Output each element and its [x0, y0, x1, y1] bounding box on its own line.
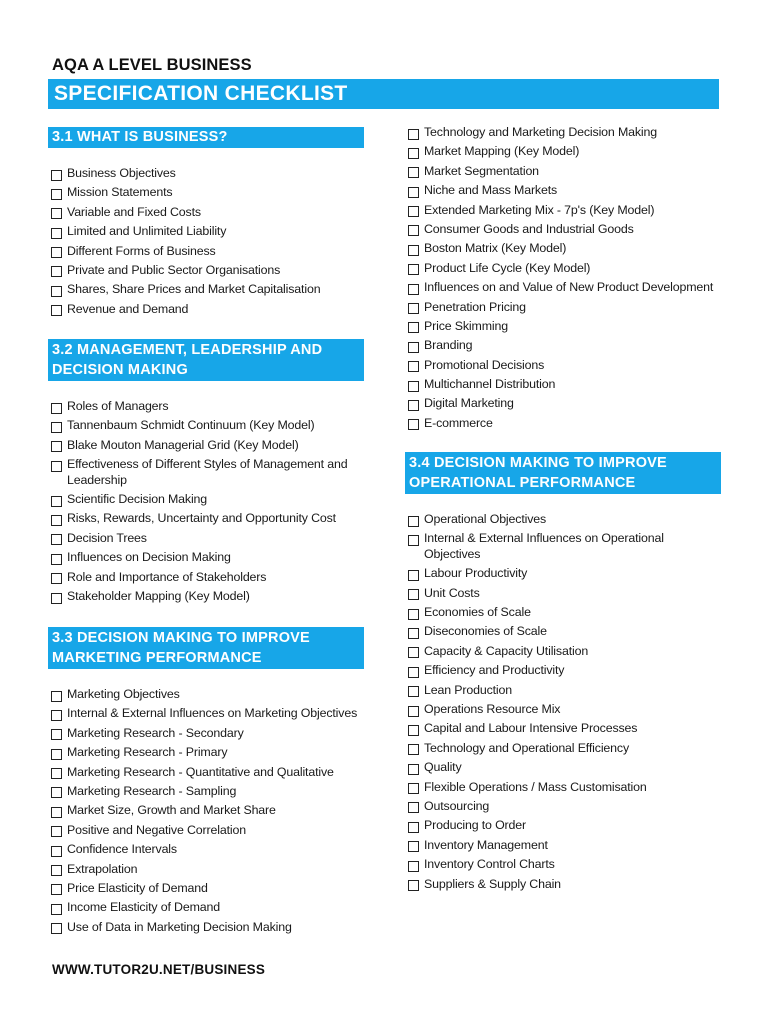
section-3-3 [48, 627, 364, 939]
checklist-item-label: Price Elasticity of Demand [67, 880, 208, 895]
checklist-item[interactable] [48, 550, 364, 566]
checklist-item[interactable] [405, 741, 721, 757]
checklist [405, 125, 721, 431]
checklist-item-label: Technology and Marketing Decision Making [424, 125, 657, 139]
checklist-item[interactable] [405, 512, 721, 528]
checklist-item[interactable] [405, 144, 721, 160]
checklist-item-label: Stakeholder Mapping (Key Model) [67, 589, 250, 604]
checklist-item[interactable] [405, 780, 721, 796]
checklist-item-label: Market Size, Growth and Market Share [67, 803, 276, 818]
checkbox-icon[interactable] [408, 880, 419, 891]
checklist-item[interactable] [48, 185, 364, 201]
checklist-item[interactable] [48, 399, 364, 415]
checkbox-icon[interactable] [51, 422, 62, 433]
checklist-item[interactable] [405, 416, 721, 432]
checklist-item-label: Marketing Objectives [67, 687, 180, 701]
checklist-item[interactable] [405, 818, 721, 834]
checklist-item-label: Limited and Unlimited Liability [67, 224, 227, 239]
checklist-item[interactable] [405, 164, 721, 180]
checklist-item-label: Marketing Research - Quantitative and Qualitative [67, 764, 334, 779]
checklist-item[interactable] [405, 644, 721, 660]
checklist-item[interactable] [48, 842, 364, 858]
checklist-item[interactable] [405, 663, 721, 679]
section-heading-text: 3.4 DECISION MAKING TO IMPROVE OPERATIONAL PERFORMANCE [409, 454, 667, 491]
checklist-item[interactable] [48, 282, 364, 298]
checklist-item[interactable] [48, 765, 364, 781]
checkbox-icon[interactable] [408, 245, 419, 256]
checklist-item-label: Influences on Decision Making [67, 550, 231, 565]
checklist-item-label: Internal & External Influences on Operational Objectives [424, 531, 664, 561]
checklist-item-label: Operations Resource Mix [424, 702, 561, 717]
checkbox-icon[interactable] [408, 861, 419, 872]
checklist-item[interactable] [405, 280, 721, 296]
checkbox-icon[interactable] [51, 170, 62, 181]
checkbox-icon[interactable] [51, 189, 62, 200]
checkbox-icon[interactable] [51, 554, 62, 565]
checklist-item[interactable] [48, 900, 364, 916]
checklist-item[interactable] [405, 799, 721, 815]
checkbox-icon[interactable] [408, 667, 419, 678]
checklist-item[interactable] [48, 224, 364, 240]
checklist-item-label: Multichannel Distribution [424, 377, 556, 392]
checklist-item-label: Flexible Operations / Mass Customisation [424, 779, 647, 794]
checkbox-icon[interactable] [408, 822, 419, 833]
section-heading-text: 3.2 MANAGEMENT, LEADERSHIP AND DECISION MAKING [52, 341, 323, 378]
checkbox-icon[interactable] [408, 129, 419, 140]
checkbox-icon[interactable] [408, 264, 419, 275]
checkbox-icon[interactable] [408, 381, 419, 392]
checklist-item[interactable] [405, 241, 721, 257]
section-heading [405, 452, 721, 494]
checklist-item-label: Labour Productivity [424, 566, 528, 581]
checklist-item[interactable] [405, 203, 721, 219]
checklist-item-label: Tannenbaum Schmidt Continuum (Key Model) [67, 418, 315, 433]
checklist-item[interactable] [405, 683, 721, 699]
checklist-item[interactable] [48, 706, 364, 722]
checklist-item[interactable] [48, 438, 364, 454]
checkbox-icon[interactable] [408, 148, 419, 159]
checklist-item[interactable] [48, 570, 364, 586]
checklist-item-label: Unit Costs [424, 585, 480, 600]
checkbox-icon[interactable] [408, 322, 419, 333]
checklist-item[interactable] [405, 125, 721, 141]
checkbox-icon[interactable] [408, 706, 419, 717]
checklist-item-label: Inventory Control Charts [424, 857, 555, 872]
checklist-item-label: Positive and Negative Correlation [67, 822, 246, 837]
checkbox-icon[interactable] [408, 187, 419, 198]
checklist-item-label: Confidence Intervals [67, 842, 177, 857]
checklist-item-label: Lean Production [424, 682, 512, 697]
section-3-1 [48, 127, 364, 321]
checkbox-icon[interactable] [51, 749, 62, 760]
checklist-item[interactable] [48, 263, 364, 279]
checklist-item-label: Different Forms of Business [67, 243, 216, 258]
checklist-item[interactable] [405, 760, 721, 776]
checkbox-icon[interactable] [51, 441, 62, 452]
checklist-item-label: Branding [424, 338, 473, 353]
checklist-item[interactable] [405, 183, 721, 199]
checkbox-icon[interactable] [51, 846, 62, 857]
checkbox-icon[interactable] [51, 691, 62, 702]
page-title: SPECIFICATION CHECKLIST [48, 79, 719, 109]
checklist-item[interactable] [48, 457, 364, 488]
checklist-item[interactable] [48, 244, 364, 260]
checkbox-icon[interactable] [51, 573, 62, 584]
checklist-item[interactable] [405, 586, 721, 602]
checklist-item-label: Mission Statements [67, 185, 173, 200]
checklist-item[interactable] [405, 624, 721, 640]
checkbox-icon[interactable] [408, 609, 419, 620]
checklist-item[interactable] [48, 803, 364, 819]
checklist [48, 687, 364, 935]
checkbox-icon[interactable] [51, 305, 62, 316]
checklist-item-label: Private and Public Sector Organisations [67, 262, 281, 277]
checklist-item[interactable] [405, 877, 721, 893]
checkbox-icon[interactable] [408, 342, 419, 353]
checklist-item-label: Revenue and Demand [67, 301, 189, 316]
checkbox-icon[interactable] [51, 884, 62, 895]
checkbox-icon[interactable] [408, 225, 419, 236]
checkbox-icon[interactable] [51, 904, 62, 915]
checklist-item-label: Market Mapping (Key Model) [424, 144, 580, 159]
checklist-item-label: Promotional Decisions [424, 357, 545, 372]
checkbox-icon[interactable] [51, 515, 62, 526]
checklist-item-label: Product Life Cycle (Key Model) [424, 260, 591, 275]
checklist-item-label: Boston Matrix (Key Model) [424, 241, 567, 256]
checklist-item[interactable] [405, 531, 721, 562]
checklist-item-label: Capacity & Capacity Utilisation [424, 643, 589, 658]
checklist-item[interactable] [48, 418, 364, 434]
checklist-item[interactable] [48, 511, 364, 527]
checklist-item-label: Risks, Rewards, Uncertainty and Opportunity Cost [67, 511, 336, 526]
checklist-item-label: Marketing Research - Primary [67, 745, 228, 760]
checklist-item[interactable] [48, 531, 364, 547]
checkbox-icon[interactable] [51, 768, 62, 779]
checklist-item[interactable] [405, 605, 721, 621]
checklist-item[interactable] [405, 396, 721, 412]
checklist-item-label: Economies of Scale [424, 605, 531, 620]
checkbox-icon[interactable] [408, 802, 419, 813]
checklist-item[interactable] [405, 358, 721, 374]
checkbox-icon[interactable] [51, 403, 62, 414]
checklist-item[interactable] [405, 566, 721, 582]
checklist-item-label: Decision Trees [67, 530, 147, 545]
checklist-item[interactable] [48, 302, 364, 318]
checklist-item[interactable] [405, 857, 721, 873]
checkbox-icon[interactable] [408, 841, 419, 852]
checkbox-icon[interactable] [408, 167, 419, 178]
checkbox-icon[interactable] [408, 303, 419, 314]
checkbox-icon[interactable] [51, 228, 62, 239]
checklist-item-label: Extrapolation [67, 861, 138, 876]
checkbox-icon[interactable] [51, 496, 62, 507]
checklist-item-label: Marketing Research - Secondary [67, 725, 244, 740]
checkbox-icon[interactable] [51, 534, 62, 545]
checklist-item-label: Quality [424, 760, 462, 775]
checklist-item-label: Scientific Decision Making [67, 492, 208, 507]
checklist-item[interactable] [48, 166, 364, 182]
checklist-item-label: Internal & External Influences on Marketing Objectives [67, 706, 358, 721]
checklist-item-label: Capital and Labour Intensive Processes [424, 721, 638, 736]
checkbox-icon[interactable] [408, 725, 419, 736]
checklist-item[interactable] [48, 862, 364, 878]
section-3-3-continued [405, 125, 721, 435]
checklist-item-label: Marketing Research - Sampling [67, 783, 237, 798]
checkbox-icon[interactable] [408, 647, 419, 658]
checklist [48, 399, 364, 605]
checklist-item-label: Use of Data in Marketing Decision Making [67, 919, 292, 934]
checklist-item-label: Inventory Management [424, 837, 548, 852]
checkbox-icon[interactable] [408, 628, 419, 639]
checklist-item-label: Technology and Operational Efficiency [424, 740, 629, 755]
checkbox-icon[interactable] [408, 284, 419, 295]
checklist-item[interactable] [48, 492, 364, 508]
checkbox-icon[interactable] [408, 535, 419, 546]
checkbox-icon[interactable] [408, 764, 419, 775]
checklist-item-label: Niche and Mass Markets [424, 183, 558, 198]
section-heading [48, 339, 364, 381]
checkbox-icon[interactable] [408, 589, 419, 600]
section-heading [48, 627, 364, 669]
checkbox-icon[interactable] [408, 783, 419, 794]
checklist-item-label: Influences on and Value of New Product Development [424, 280, 714, 295]
checkbox-icon[interactable] [51, 865, 62, 876]
checkbox-icon[interactable] [408, 686, 419, 697]
checklist-item[interactable] [405, 721, 721, 737]
section-heading-text: 3.3 DECISION MAKING TO IMPROVE MARKETING PERFORMANCE [52, 629, 310, 666]
checklist-item[interactable] [48, 687, 364, 703]
checklist-item-label: Suppliers & Supply Chain [424, 876, 561, 891]
checklist-item-label: Market Segmentation [424, 163, 539, 178]
checklist-item[interactable] [405, 838, 721, 854]
checklist-item-label: Role and Importance of Stakeholders [67, 569, 267, 584]
checkbox-icon[interactable] [51, 729, 62, 740]
checklist-item[interactable] [48, 205, 364, 221]
checkbox-icon[interactable] [408, 206, 419, 217]
checkbox-icon[interactable] [51, 266, 62, 277]
checklist-item-label: Producing to Order [424, 818, 526, 833]
checkbox-icon[interactable] [51, 710, 62, 721]
checklist-item[interactable] [405, 261, 721, 277]
checklist-item[interactable] [48, 823, 364, 839]
checklist-item-label: Extended Marketing Mix - 7p's (Key Model) [424, 202, 655, 217]
checklist-item[interactable] [405, 702, 721, 718]
checklist-item[interactable] [405, 377, 721, 393]
checklist-item[interactable] [405, 300, 721, 316]
checkbox-icon[interactable] [51, 826, 62, 837]
checklist-item-label: Efficiency and Productivity [424, 663, 565, 678]
section-3-4 [405, 452, 721, 896]
checklist-item[interactable] [48, 745, 364, 761]
checkbox-icon[interactable] [51, 807, 62, 818]
checklist-item[interactable] [48, 881, 364, 897]
checklist-item-label: Business Objectives [67, 166, 176, 180]
checkbox-icon[interactable] [408, 744, 419, 755]
checklist-item-label: Digital Marketing [424, 396, 514, 411]
checkbox-icon[interactable] [51, 247, 62, 258]
checkbox-icon[interactable] [408, 400, 419, 411]
checklist-item-label: Shares, Share Prices and Market Capitalisation [67, 282, 321, 297]
checklist-item-label: Diseconomies of Scale [424, 624, 547, 639]
checklist-item[interactable] [405, 222, 721, 238]
checkbox-icon[interactable] [408, 419, 419, 430]
checkbox-icon[interactable] [51, 208, 62, 219]
checklist-item[interactable] [48, 726, 364, 742]
checklist [405, 512, 721, 892]
checklist-item-label: Roles of Managers [67, 399, 169, 413]
footer-url[interactable]: WWW.TUTOR2U.NET/BUSINESS [52, 962, 266, 977]
checklist-item-label: Effectiveness of Different Styles of Management and Leadership [67, 457, 348, 487]
checkbox-icon[interactable] [51, 461, 62, 472]
checklist-item[interactable] [48, 920, 364, 936]
checklist [48, 166, 364, 317]
section-heading: 3.1 WHAT IS BUSINESS? [48, 127, 364, 148]
checkbox-icon[interactable] [51, 593, 62, 604]
section-3-2 [48, 339, 364, 608]
checkbox-icon[interactable] [408, 361, 419, 372]
checklist-item-label: Outsourcing [424, 798, 490, 813]
checklist-item[interactable] [48, 784, 364, 800]
checkbox-icon[interactable] [51, 286, 62, 297]
checklist-item[interactable] [405, 338, 721, 354]
checkbox-icon[interactable] [51, 787, 62, 798]
checklist-item-label: Blake Mouton Managerial Grid (Key Model) [67, 437, 299, 452]
checkbox-icon[interactable] [408, 516, 419, 527]
checklist-item-label: Price Skimming [424, 318, 508, 333]
checklist-item-label: Penetration Pricing [424, 299, 526, 314]
checklist-item-label: Income Elasticity of Demand [67, 900, 220, 915]
checkbox-icon[interactable] [408, 570, 419, 581]
checklist-item[interactable] [405, 319, 721, 335]
checklist-item-label: Consumer Goods and Industrial Goods [424, 221, 634, 236]
checklist-item-label: Variable and Fixed Costs [67, 204, 201, 219]
checkbox-icon[interactable] [51, 923, 62, 934]
page-kicker: AQA A LEVEL BUSINESS [52, 56, 252, 74]
checklist-item[interactable] [48, 589, 364, 605]
checklist-item-label: E-commerce [424, 415, 493, 430]
checklist-item-label: Operational Objectives [424, 512, 547, 526]
